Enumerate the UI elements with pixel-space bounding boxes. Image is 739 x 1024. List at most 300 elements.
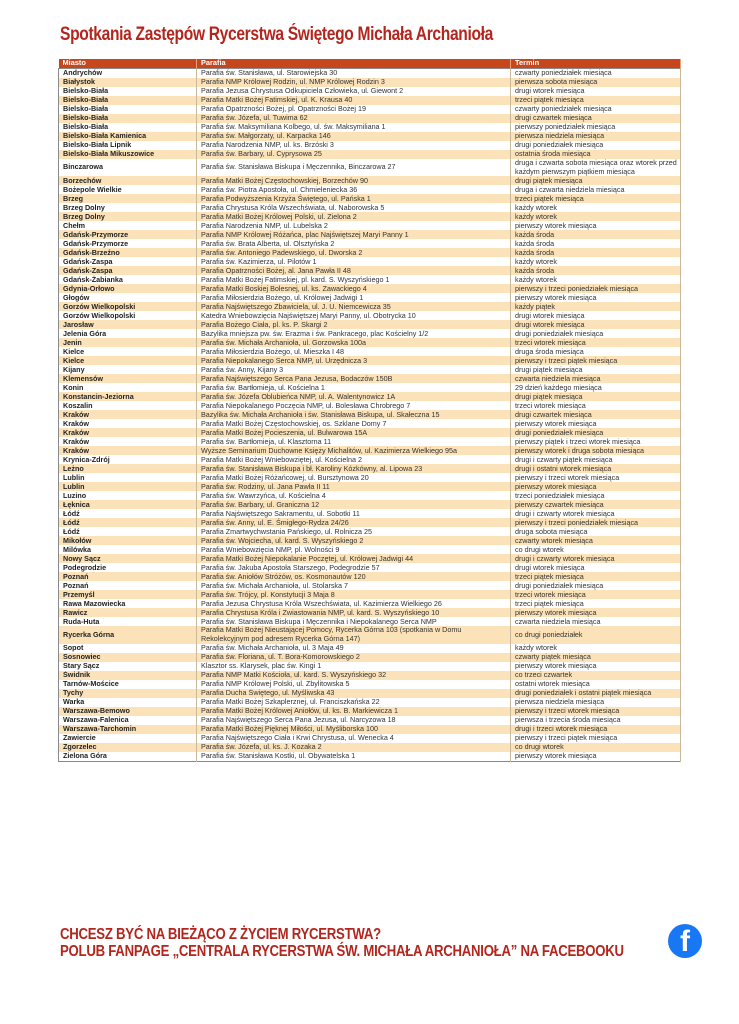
table-row <box>59 78 681 87</box>
cell-parish: Parafia Niepokalanego Serca NMP, ul. Urzędnicza 3 <box>197 356 511 365</box>
cell-schedule: drugi i ostatni wtorek miesiąca <box>511 464 681 473</box>
cell-city: Bielsko-Biała Lipnik <box>59 141 197 150</box>
table-row <box>59 185 681 194</box>
cell-parish: Parafia św. Michała Archanioła, ul. Stolarska 7 <box>197 581 511 590</box>
cell-parish: Parafia Podwyższenia Krzyża Świętego, ul. Pańska 1 <box>197 194 511 203</box>
cell-parish: Klasztor ss. Klarysek, plac św. Kingi 1 <box>197 662 511 671</box>
table-row <box>59 374 681 383</box>
cell-schedule: drugi czwartek miesiąca <box>511 410 681 419</box>
table-row <box>59 563 681 572</box>
cell-schedule: drugi i czwarty wtorek miesiąca <box>511 554 681 563</box>
cell-parish: Parafia Matki Bożej Szkaplerznej, ul. Franciszkańska 22 <box>197 698 511 707</box>
table-row <box>59 527 681 536</box>
cell-city: Kraków <box>59 446 197 455</box>
cell-city: Brzeg Dolny <box>59 212 197 221</box>
cell-parish: Parafia Narodzenia NMP, ul. Lubelska 2 <box>197 221 511 230</box>
cell-schedule: każdy wtorek <box>511 257 681 266</box>
table-row <box>59 338 681 347</box>
cell-schedule: druga sobota miesiąca <box>511 527 681 536</box>
cell-schedule: trzeci piątek miesiąca <box>511 96 681 105</box>
cell-parish: Parafia Opatrzności Bożej, pl. Opatrzności Bożej 19 <box>197 105 511 114</box>
cell-schedule: każdy wtorek <box>511 644 681 653</box>
cell-schedule: pierwszy wtorek miesiąca <box>511 752 681 762</box>
cell-city: Nowy Sącz <box>59 554 197 563</box>
table-row <box>59 428 681 437</box>
cell-city: Gorzów Wielkopolski <box>59 311 197 320</box>
table-row <box>59 599 681 608</box>
cell-city: Jelenia Góra <box>59 329 197 338</box>
cell-city: Luzino <box>59 491 197 500</box>
cell-city: Rawa Mazowiecka <box>59 599 197 608</box>
cell-parish: Parafia Wniebowzięcia NMP, pl. Wolności 9 <box>197 545 511 554</box>
table-row <box>59 132 681 141</box>
table-row <box>59 365 681 374</box>
cell-parish: Parafia Chrystusa Króla Wszechświata, ul. Naborowska 5 <box>197 203 511 212</box>
cell-schedule: pierwszy i trzeci poniedziałek miesiąca <box>511 284 681 293</box>
cell-city: Binczarowa <box>59 159 197 176</box>
cell-city: Bożepole Wielkie <box>59 185 197 194</box>
cell-parish: Parafia Matki Boskiej Bolesnej, ul. ks. Zawackiego 4 <box>197 284 511 293</box>
cell-city: Warszawa-Tarchomin <box>59 725 197 734</box>
cell-city: Poznań <box>59 572 197 581</box>
table-row <box>59 689 681 698</box>
cell-parish: Parafia św. Józefa, ul. ks. J. Kozaka 2 <box>197 743 511 752</box>
table-row <box>59 707 681 716</box>
table-row <box>59 69 681 79</box>
cell-schedule: drugi piątek miesiąca <box>511 392 681 401</box>
cell-parish: Parafia Zmartwychwstania Pańskiego, ul. Rolnicza 25 <box>197 527 511 536</box>
cell-parish: Parafia św. Floriana, ul. T. Bora-Komorowskiego 2 <box>197 653 511 662</box>
cell-schedule: czwarta niedziela miesiąca <box>511 374 681 383</box>
table-row <box>59 320 681 329</box>
table-row <box>59 662 681 671</box>
cell-city: Kraków <box>59 437 197 446</box>
table-row <box>59 302 681 311</box>
table-row <box>59 725 681 734</box>
table-row <box>59 572 681 581</box>
cell-schedule: druga i czwarta sobota miesiąca oraz wtorek przed każdym pierwszym piątkiem miesiąca <box>511 159 681 176</box>
table-row <box>59 698 681 707</box>
cell-parish: Parafia św. Maksymiliana Kolbego, ul. św. Maksymiliana 1 <box>197 123 511 132</box>
cell-schedule: pierwszy wtorek miesiąca <box>511 293 681 302</box>
cell-schedule: czwarty poniedziałek miesiąca <box>511 69 681 79</box>
cell-city: Warszawa-Bemowo <box>59 707 197 716</box>
cell-city: Świdnik <box>59 671 197 680</box>
cell-parish: Parafia Matki Bożej Niepokalanie Poczętej, ul. Królowej Jadwigi 44 <box>197 554 511 563</box>
cell-parish: Parafia NMP Królowej Różańca, plac Najświętszej Maryi Panny 1 <box>197 230 511 239</box>
cell-city: Gdańsk-Przymorze <box>59 239 197 248</box>
cell-city: Białystok <box>59 78 197 87</box>
cell-parish: Parafia Bożego Ciała, pl. ks. P. Skargi 2 <box>197 320 511 329</box>
table-row <box>59 518 681 527</box>
cell-schedule: pierwszy wtorek miesiąca <box>511 608 681 617</box>
cell-schedule: drugi piątek miesiąca <box>511 176 681 185</box>
cell-parish: Parafia Matki Bożej Pięknej Miłości, ul. Myśliborska 100 <box>197 725 511 734</box>
cell-city: Rycerka Górna <box>59 626 197 643</box>
table-row <box>59 644 681 653</box>
table-row <box>59 176 681 185</box>
cell-schedule: każda środa <box>511 266 681 275</box>
cell-city: Jarosław <box>59 320 197 329</box>
table-row <box>59 203 681 212</box>
cell-schedule: każda środa <box>511 230 681 239</box>
table-row <box>59 221 681 230</box>
table-row <box>59 329 681 338</box>
table-row <box>59 752 681 762</box>
cell-city: Bielsko-Biała <box>59 87 197 96</box>
cell-schedule: pierwszy piątek i trzeci wtorek miesiąca <box>511 437 681 446</box>
cell-schedule: drugi czwartek miesiąca <box>511 114 681 123</box>
cell-city: Leżno <box>59 464 197 473</box>
table-row <box>59 284 681 293</box>
column-header-schedule: Termin <box>511 59 681 69</box>
cell-schedule: ostatni wtorek miesiąca <box>511 680 681 689</box>
cell-city: Milówka <box>59 545 197 554</box>
cell-parish: Parafia św. Michała Archanioła, ul. Gorzowska 100a <box>197 338 511 347</box>
table-row <box>59 311 681 320</box>
cell-city: Łęknica <box>59 500 197 509</box>
cell-schedule: trzeci piątek miesiąca <box>511 572 681 581</box>
cell-parish: Parafia Opatrzności Bożej, al. Jana Pawła II 48 <box>197 266 511 275</box>
cell-parish: Parafia św. Rodziny, ul. Jana Pawła II 11 <box>197 482 511 491</box>
table-row <box>59 554 681 563</box>
cell-schedule: trzeci wtorek miesiąca <box>511 401 681 410</box>
cell-schedule: trzeci piątek miesiąca <box>511 194 681 203</box>
table-row <box>59 500 681 509</box>
table-row <box>59 141 681 150</box>
cell-parish: Parafia Matki Bożej Królowej Polski, ul. Zielona 2 <box>197 212 511 221</box>
footer-line-2[interactable]: POLUB FANPAGE „CENTRALA RYCERSTWA ŚW. MICHAŁA ARCHANIOŁA” NA FACEBOOKU <box>60 943 624 960</box>
table-row <box>59 590 681 599</box>
cell-parish: Parafia Najświętszego Serca Pana Jezusa, ul. Narcyzowa 18 <box>197 716 511 725</box>
cell-city: Stary Sącz <box>59 662 197 671</box>
table-row <box>59 239 681 248</box>
cell-parish: Parafia Matki Bożej Fatimskiej, ul. K. Krausa 40 <box>197 96 511 105</box>
cell-schedule: pierwszy wtorek miesiąca <box>511 662 681 671</box>
cell-parish: Parafia Matki Bożej Królowej Aniołów, ul. ks. B. Markiewicza 1 <box>197 707 511 716</box>
cell-parish: Parafia NMP Królowej Rodzin, ul. NMP Królowej Rodzin 3 <box>197 78 511 87</box>
cell-schedule: czwarta niedziela miesiąca <box>511 617 681 626</box>
cell-city: Łódź <box>59 527 197 536</box>
cell-city: Poznań <box>59 581 197 590</box>
cell-schedule: drugi piątek miesiąca <box>511 365 681 374</box>
cell-schedule: drugi wtorek miesiąca <box>511 563 681 572</box>
table-row <box>59 617 681 626</box>
table-header-row <box>59 59 681 69</box>
cell-schedule: każdy wtorek <box>511 275 681 284</box>
cell-schedule: trzeci wtorek miesiąca <box>511 338 681 347</box>
table-row <box>59 293 681 302</box>
cell-city: Gdańsk-Żabianka <box>59 275 197 284</box>
cell-city: Zgorzelec <box>59 743 197 752</box>
cell-parish: Parafia św. Stanisława Biskupa i bł. Karoliny Kózkówny, al. Lipowa 23 <box>197 464 511 473</box>
table-row <box>59 248 681 257</box>
cell-schedule: każdy wtorek <box>511 203 681 212</box>
table-row <box>59 743 681 752</box>
table-row <box>59 482 681 491</box>
cell-parish: Parafia Narodzenia NMP, ul. ks. Brzóski 3 <box>197 141 511 150</box>
cell-city: Kijany <box>59 365 197 374</box>
table-body <box>59 69 681 762</box>
cell-parish: Parafia Matki Bożej Nieustającej Pomocy, Rycerka Górna 103 (spotkania w Domu Rekolekcyjnym pod adresem Rycerka Górna 147) <box>197 626 511 643</box>
cell-city: Podegrodzie <box>59 563 197 572</box>
page-title: Spotkania Zastępów Rycerstwa Świętego Michała Archanioła <box>60 24 494 45</box>
cell-schedule: każdy piątek <box>511 302 681 311</box>
cell-parish: Parafia św. Stanisława Kostki, ul. Obywatelska 1 <box>197 752 511 762</box>
cell-schedule: trzeci poniedziałek miesiąca <box>511 491 681 500</box>
cell-city: Bielsko-Biała <box>59 105 197 114</box>
cell-parish: Parafia św. Jakuba Apostoła Starszego, Podegrodzie 57 <box>197 563 511 572</box>
table-row <box>59 383 681 392</box>
cell-city: Gdynia-Orłowo <box>59 284 197 293</box>
cell-schedule: pierwszy wtorek i druga sobota miesiąca <box>511 446 681 455</box>
cell-schedule: 29 dzień każdego miesiąca <box>511 383 681 392</box>
table-row <box>59 356 681 365</box>
cell-parish: Parafia Jezusa Chrystusa Odkupiciela Człowieka, ul. Giewont 2 <box>197 87 511 96</box>
cell-parish: Parafia Najświętszego Serca Pana Jezusa, Bodaczów 150B <box>197 374 511 383</box>
cell-city: Kielce <box>59 347 197 356</box>
cell-city: Kraków <box>59 428 197 437</box>
cell-parish: Bazylika św. Michała Archanioła i św. Stanisława Biskupa, ul. Skałeczna 15 <box>197 410 511 419</box>
cell-city: Gdańsk-Zaspa <box>59 257 197 266</box>
table-row <box>59 545 681 554</box>
table-row <box>59 96 681 105</box>
cell-schedule: ostatnia środa miesiąca <box>511 150 681 159</box>
cell-schedule: drugi wtorek miesiąca <box>511 311 681 320</box>
cell-parish: Wyższe Seminarium Duchowne Księży Michalitów, ul. Kazimierza Wielkiego 95a <box>197 446 511 455</box>
cell-city: Bielsko-Biała <box>59 96 197 105</box>
cell-schedule: druga i czwarta niedziela miesiąca <box>511 185 681 194</box>
cell-parish: Parafia NMP Matki Kościoła, ul. kard. S. Wyszyńskiego 32 <box>197 671 511 680</box>
cell-schedule: pierwsza niedziela miesiąca <box>511 132 681 141</box>
table-row <box>59 230 681 239</box>
footer-callout <box>60 926 624 960</box>
cell-parish: Parafia św. Michała Archanioła, ul. 3 Maja 49 <box>197 644 511 653</box>
table-row <box>59 716 681 725</box>
table-row <box>59 150 681 159</box>
table-row <box>59 671 681 680</box>
cell-city: Warka <box>59 698 197 707</box>
cell-schedule: drugi poniedziałek miesiąca <box>511 581 681 590</box>
table-row <box>59 347 681 356</box>
table-row <box>59 410 681 419</box>
cell-city: Konin <box>59 383 197 392</box>
cell-schedule: drugi poniedziałek miesiąca <box>511 329 681 338</box>
cell-city: Głogów <box>59 293 197 302</box>
cell-parish: Parafia św. Stanisława Biskupa i Męczennika i Niepokalanego Serca NMP <box>197 617 511 626</box>
cell-parish: Parafia Niepokalanego Poczęcia NMP, ul. Bolesława Chrobrego 7 <box>197 401 511 410</box>
cell-parish: Parafia Matki Bożej Wniebowziętej, ul. Kościelna 2 <box>197 455 511 464</box>
cell-schedule: pierwszy wtorek miesiąca <box>511 419 681 428</box>
cell-schedule: trzeci piątek miesiąca <box>511 599 681 608</box>
cell-city: Brzeg Dolny <box>59 203 197 212</box>
table-row <box>59 446 681 455</box>
cell-schedule: każda środa <box>511 248 681 257</box>
cell-schedule: pierwszy i trzeci wtorek miesiąca <box>511 707 681 716</box>
cell-city: Jenin <box>59 338 197 347</box>
cell-schedule: pierwszy i trzeci poniedziałek miesiąca <box>511 518 681 527</box>
table-row <box>59 464 681 473</box>
cell-schedule: trzeci wtorek miesiąca <box>511 590 681 599</box>
table-row <box>59 626 681 643</box>
cell-parish: Parafia św. Bartłomieja, ul. Klasztorna 11 <box>197 437 511 446</box>
cell-schedule: co trzeci czwartek <box>511 671 681 680</box>
cell-parish: Parafia św. Wawrzyńca, ul. Kościelna 4 <box>197 491 511 500</box>
table-row <box>59 275 681 284</box>
cell-schedule: drugi wtorek miesiąca <box>511 87 681 96</box>
cell-city: Kielce <box>59 356 197 365</box>
meetings-table <box>58 59 681 762</box>
cell-parish: Parafia Miłosierdzia Bożego, ul. Mieszka I 48 <box>197 347 511 356</box>
cell-schedule: drugi poniedziałek miesiąca <box>511 428 681 437</box>
cell-city: Łódź <box>59 518 197 527</box>
cell-parish: Parafia Najświętszego Zbawiciela, ul. J. U. Niemcewicza 35 <box>197 302 511 311</box>
cell-parish: Parafia NMP Królowej Polski, ul. Zbylitowska 5 <box>197 680 511 689</box>
cell-parish: Parafia św. Józefa Oblubieńca NMP, ul. A. Walentynowicz 1A <box>197 392 511 401</box>
table-row <box>59 114 681 123</box>
cell-schedule: drugi wtorek miesiąca <box>511 320 681 329</box>
cell-city: Ruda-Huta <box>59 617 197 626</box>
cell-parish: Parafia Matki Bożej Różańcowej, ul. Bursztynowa 20 <box>197 473 511 482</box>
cell-schedule: druga środa miesiąca <box>511 347 681 356</box>
cell-city: Kraków <box>59 410 197 419</box>
cell-city: Gorzów Wielkopolski <box>59 302 197 311</box>
cell-schedule: co drugi poniedziałek <box>511 626 681 643</box>
cell-city: Bielsko-Biała Mikuszowice <box>59 150 197 159</box>
cell-city: Gdańsk-Zaspa <box>59 266 197 275</box>
cell-schedule: pierwszy i trzeci piątek miesiąca <box>511 734 681 743</box>
table-row <box>59 608 681 617</box>
cell-city: Tarnów-Mościce <box>59 680 197 689</box>
cell-parish: Parafia św. Brata Alberta, ul. Olsztyńska 2 <box>197 239 511 248</box>
cell-city: Warszawa-Falenica <box>59 716 197 725</box>
cell-parish: Parafia św. Antoniego Padewskiego, ul. Dworska 2 <box>197 248 511 257</box>
cell-schedule: pierwszy wtorek miesiąca <box>511 482 681 491</box>
cell-schedule: pierwszy i trzeci piątek miesiąca <box>511 356 681 365</box>
cell-schedule: drugi i czwarty piątek miesiąca <box>511 455 681 464</box>
table-row <box>59 419 681 428</box>
cell-city: Zielona Góra <box>59 752 197 762</box>
cell-city: Koszalin <box>59 401 197 410</box>
cell-city: Bielsko-Biała <box>59 114 197 123</box>
cell-city: Lublin <box>59 473 197 482</box>
cell-city: Konstancin-Jeziorna <box>59 392 197 401</box>
cell-parish: Parafia Matki Bożej Pocieszenia, ul. Bulwarowa 15A <box>197 428 511 437</box>
cell-city: Chełm <box>59 221 197 230</box>
table-row <box>59 123 681 132</box>
cell-schedule: drugi poniedziałek miesiąca <box>511 141 681 150</box>
cell-parish: Parafia św. Stanisława Biskupa i Męczennika, Binczarowa 27 <box>197 159 511 176</box>
cell-schedule: pierwszy wtorek miesiąca <box>511 221 681 230</box>
cell-parish: Parafia św. Trójcy, pl. Konstytucji 3 Maja 8 <box>197 590 511 599</box>
cell-parish: Parafia Chrystusa Króla i Zwiastowania NMP, ul. kard. S. Wyszyńskiego 10 <box>197 608 511 617</box>
cell-city: Lublin <box>59 482 197 491</box>
cell-parish: Parafia św. Józefa, ul. Tuwima 62 <box>197 114 511 123</box>
cell-parish: Parafia Najświętszego Sakramentu, ul. Sobotki 11 <box>197 509 511 518</box>
cell-schedule: każda środa <box>511 239 681 248</box>
cell-schedule: drugi poniedziałek i ostatni piątek miesiąca <box>511 689 681 698</box>
cell-schedule: pierwszy poniedziałek miesiąca <box>511 123 681 132</box>
table-row <box>59 473 681 482</box>
table-row <box>59 680 681 689</box>
cell-parish: Parafia św. Kazimierza, ul. Pilotów 1 <box>197 257 511 266</box>
table-row <box>59 491 681 500</box>
cell-parish: Parafia Jezusa Chrystusa Króla Wszechświata, ul. Kazimierza Wielkiego 26 <box>197 599 511 608</box>
cell-city: Tychy <box>59 689 197 698</box>
cell-schedule: pierwsza i trzecia środa miesiąca <box>511 716 681 725</box>
cell-city: Sopot <box>59 644 197 653</box>
cell-parish: Parafia św. Wojciecha, ul. kard. S. Wyszyńskiego 2 <box>197 536 511 545</box>
cell-schedule: czwarty piątek miesiąca <box>511 653 681 662</box>
table-row <box>59 536 681 545</box>
cell-city: Brzeg <box>59 194 197 203</box>
cell-parish: Parafia św. Aniołów Stróżów, os. Kosmonautów 120 <box>197 572 511 581</box>
cell-schedule: czwarty poniedziałek miesiąca <box>511 105 681 114</box>
cell-parish: Katedra Wniebowzięcia Najświętszej Maryi Panny, ul. Obotrycka 10 <box>197 311 511 320</box>
cell-city: Klemensów <box>59 374 197 383</box>
table-row <box>59 159 681 176</box>
cell-parish: Parafia św. Bartłomieja, ul. Kościelna 1 <box>197 383 511 392</box>
facebook-icon[interactable]: f <box>668 924 702 958</box>
cell-parish: Parafia Matki Bożej Częstochowskiej, os. Szklane Domy 7 <box>197 419 511 428</box>
table-row <box>59 105 681 114</box>
table-row <box>59 653 681 662</box>
cell-schedule: pierwszy czwartek miesiąca <box>511 500 681 509</box>
cell-parish: Parafia św. Anny, ul. E. Śmigłego-Rydza 24/26 <box>197 518 511 527</box>
table-row <box>59 734 681 743</box>
cell-city: Łódź <box>59 509 197 518</box>
cell-schedule: czwarty wtorek miesiąca <box>511 536 681 545</box>
cell-parish: Parafia św. Małgorzaty, ul. Karpacka 146 <box>197 132 511 141</box>
cell-parish: Parafia Matki Bożej Fatimskiej, pl. kard. S. Wyszyńskiego 1 <box>197 275 511 284</box>
table-row <box>59 455 681 464</box>
cell-parish: Parafia św. Anny, Kijany 3 <box>197 365 511 374</box>
cell-parish: Parafia Matki Bożej Częstochowskiej, Borzechów 90 <box>197 176 511 185</box>
cell-city: Gdańsk-Przymorze <box>59 230 197 239</box>
cell-city: Rawicz <box>59 608 197 617</box>
table-row <box>59 392 681 401</box>
cell-parish: Parafia św. Barbary, ul. Graniczna 12 <box>197 500 511 509</box>
cell-city: Gdańsk-Brzeźno <box>59 248 197 257</box>
cell-parish: Bazylika mniejsza pw. św. Erazma i św. Pankracego, plac Kościelny 1/2 <box>197 329 511 338</box>
table-row <box>59 509 681 518</box>
cell-city: Bielsko-Biała Kamienica <box>59 132 197 141</box>
cell-schedule: każdy wtorek <box>511 212 681 221</box>
table-row <box>59 401 681 410</box>
cell-city: Andrychów <box>59 69 197 79</box>
cell-parish: Parafia Ducha Świętego, ul. Myśliwska 43 <box>197 689 511 698</box>
footer-line-1: CHCESZ BYĆ NA BIEŻĄCO Z ŻYCIEM RYCERSTWA? <box>60 926 381 943</box>
table-row <box>59 194 681 203</box>
column-header-parish: Parafia <box>197 59 511 69</box>
cell-city: Mikołów <box>59 536 197 545</box>
cell-parish: Parafia św. Piotra Apostoła, ul. Chmieleniecka 36 <box>197 185 511 194</box>
cell-schedule: co drugi wtorek <box>511 545 681 554</box>
cell-schedule: co drugi wtorek <box>511 743 681 752</box>
cell-parish: Parafia św. Barbary, ul. Cyprysowa 25 <box>197 150 511 159</box>
cell-schedule: pierwsza niedziela miesiąca <box>511 698 681 707</box>
table-row <box>59 257 681 266</box>
cell-city: Kraków <box>59 419 197 428</box>
cell-schedule: drugi i czwarty wtorek miesiąca <box>511 509 681 518</box>
cell-city: Zawiercie <box>59 734 197 743</box>
table-row <box>59 581 681 590</box>
cell-parish: Parafia Najświętszego Ciała i Krwi Chrystusa, ul. Wenecka 4 <box>197 734 511 743</box>
table-row <box>59 87 681 96</box>
cell-city: Bielsko-Biała <box>59 123 197 132</box>
cell-city: Krynica-Zdrój <box>59 455 197 464</box>
table-row <box>59 266 681 275</box>
